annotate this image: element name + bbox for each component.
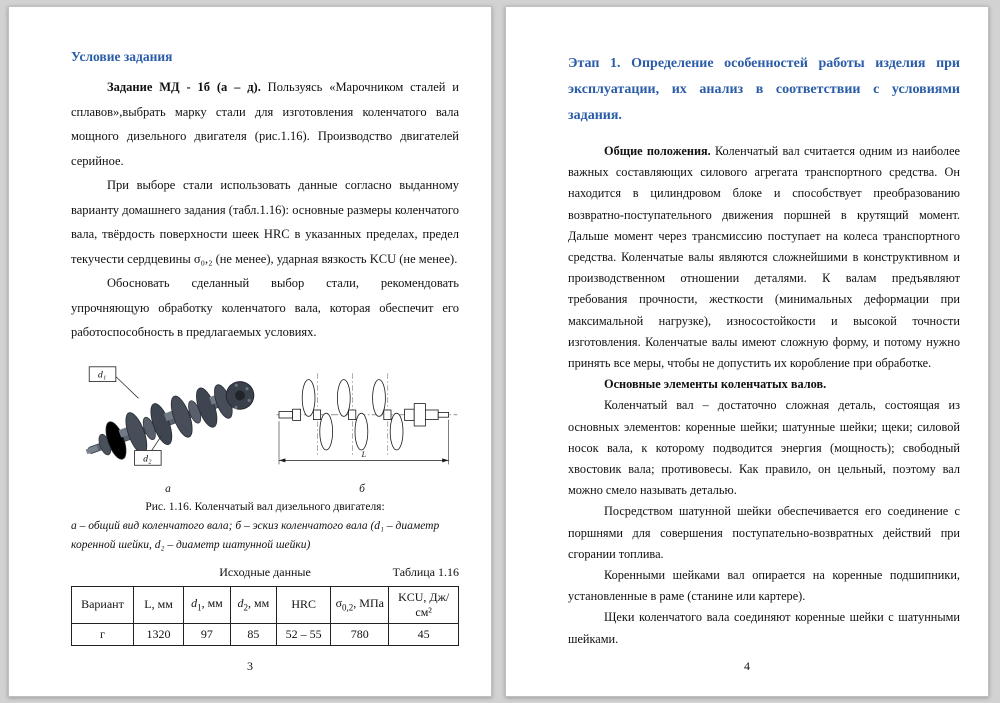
- general-provisions-text: Коленчатый вал считается одним из наиболее важных составляющих силового агрегата транспортного средства. Он находится в цилиндровом блоке и способствует преобразованию возвратно-поступательного движения поршней в крутящий момент. Дальше момент через трансмиссию поступает на колеса транспортного средства. Коленчатые валы являются сложнейшими в конструктивном и производственном отношении деталями. К валам предъявляют требования прочности, жесткости (минимальных деформации при максимальной нагрузке), износостойкости и высокой точности изготовления. Коленчатые валы имеют сложную форму, и потому нужно принять все меры, чтобы не допустить их коробление при обработке.: [568, 144, 960, 371]
- subfigure-a-label: а: [165, 482, 171, 495]
- task-label: Задание МД - 1б (а – д).: [107, 80, 261, 94]
- table-header-cell: KCU, Дж/см²: [389, 586, 459, 623]
- crankshaft-sketch: [275, 353, 459, 483]
- paragraph-data-instructions: При выборе стали использовать данные согласно выданному варианту домашнего задания (табл.1.16): основные размеры коленчатого вала, твёрдость поверхности шеек HRC в указанных пределах, предел текучести сердцевины σ₀,₂ (не менее), ударная вязкость KCU (не менее).: [71, 178, 459, 266]
- figure-caption-title: Рис. 1.16. Коленчатый вал дизельного двигателя:: [145, 500, 385, 513]
- paragraph-webs: Щеки коленчатого вала соединяют коренные шейки с шатунными шейками.: [568, 610, 960, 646]
- paragraph-elements-heading: Основные элементы коленчатых валов.: [604, 377, 827, 392]
- table-header-cell: L, мм: [133, 586, 183, 623]
- table-cell: г: [72, 623, 134, 645]
- callout-d1-label: d₁: [97, 369, 107, 381]
- table-cell: 45: [389, 623, 459, 645]
- table-pre-title: Исходные данные: [219, 564, 311, 579]
- page-number-left: 3: [247, 659, 253, 673]
- paragraph-rod-journals: Посредством шатунной шейки обеспечивается его соединение с поршнями для совершения поступательно-возвратных действий при сгорании топлива.: [568, 504, 960, 561]
- paragraph-general: [568, 141, 960, 374]
- page-left: [8, 6, 492, 697]
- table-cell: 97: [184, 623, 230, 645]
- table-cell: 52 – 55: [277, 623, 331, 645]
- table-header-cell: $d_1$, мм: [184, 586, 230, 623]
- table-cell: 85: [230, 623, 276, 645]
- table-header-row: [72, 586, 459, 623]
- table-cell: 1320: [133, 623, 183, 645]
- page-right: [505, 6, 989, 697]
- paragraph-justify-choice: Обосновать сделанный выбор стали, рекомендовать упрочняющую обработку коленчатого вала, которая обеспечит его работоспособность в предлагаемых условиях.: [71, 276, 459, 339]
- callout-d2-label: d₂: [143, 452, 152, 464]
- paragraph-task: [71, 75, 459, 173]
- figure-caption-detail: а – общий вид коленчатого вала; б – эскиз коленчатого вала (d₁ – диаметр коренной шейки, d₂ – диаметр шатунной шейки): [71, 519, 440, 551]
- figure-sublabels: [71, 483, 459, 495]
- subfigure-b-label: б: [359, 482, 365, 495]
- table-header-cell: Вариант: [72, 586, 134, 623]
- section-heading-right: Этап 1. Определение особенностей работы изделия при эксплуатации, их анализ в соответствии с условиями задания.: [568, 56, 960, 123]
- page-number-right: 4: [744, 659, 750, 673]
- paragraph-elements: Коленчатый вал – достаточно сложная деталь, состоящая из основных элементов: коренные шейки; шатунные шейки; щеки; силовой носок вала, к которому подводится энергия (мощность); свободный хвостовик вала; противовесы. Как правило, он цельный, поэтому вал можно смело называть деталью.: [568, 398, 960, 498]
- input-data-table: [71, 586, 459, 646]
- task-text: Пользуясь «Марочником сталей и сплавов»,выбрать марку стали для изготовления коленчатого вала мощного дизельного двигателя (рис.1.16). Производство двигателей серийное.: [71, 80, 459, 168]
- dimension-L-label: L: [361, 449, 367, 459]
- table-number-label: Таблица 1.16: [392, 564, 459, 579]
- table-header-cell: $\sigma_{0,2}$, МПа: [331, 586, 389, 623]
- table-row: [72, 623, 459, 645]
- table-cell: 780: [331, 623, 389, 645]
- paragraph-main-journals: Коренными шейками вал опирается на коренные подшипники, установленные в раме (станине или картере).: [568, 568, 960, 604]
- figure-1-16: [71, 353, 459, 483]
- crankshaft-photo: [71, 353, 269, 483]
- table-header-cell: $d_2$, мм: [230, 586, 276, 623]
- table-header-cell: HRC: [277, 586, 331, 623]
- general-provisions-label: Общие положения.: [604, 144, 711, 158]
- table-titles-row: [71, 565, 459, 580]
- section-heading-left: Условие задания: [71, 49, 173, 64]
